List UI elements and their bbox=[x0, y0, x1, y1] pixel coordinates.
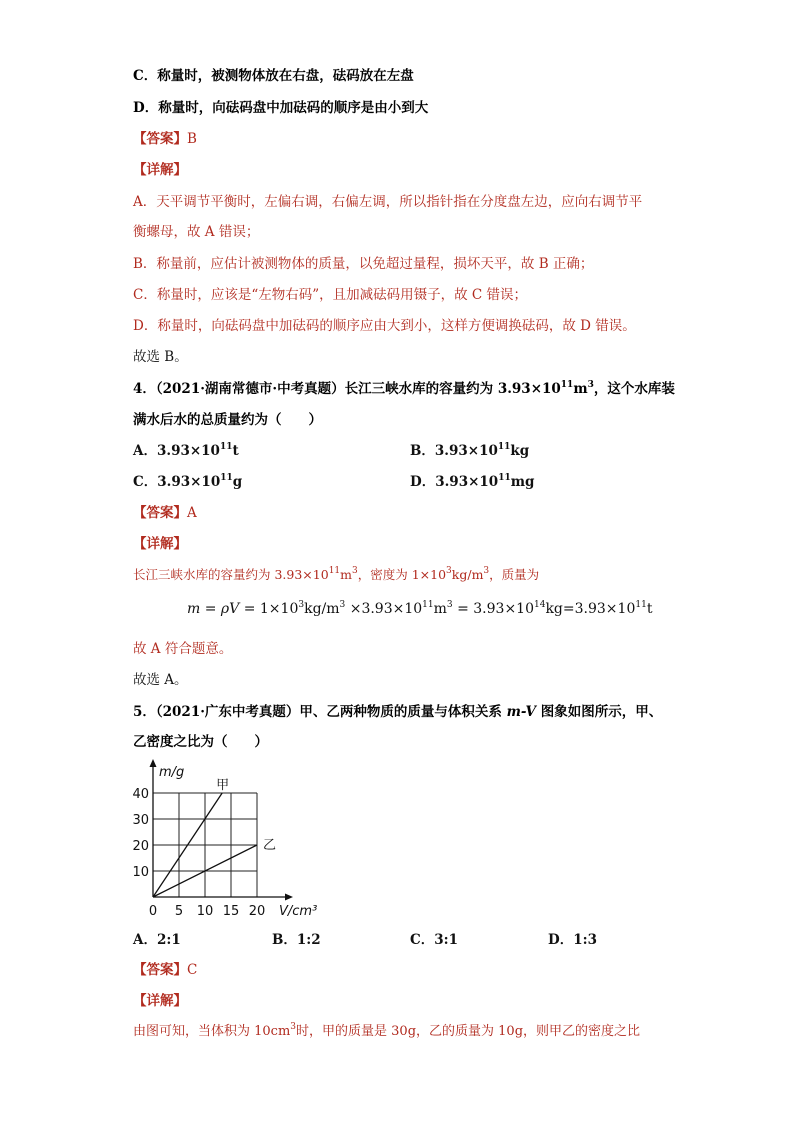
unit: t bbox=[232, 443, 239, 459]
series-label: 甲 bbox=[216, 778, 230, 793]
x-tick-label: 5 bbox=[174, 904, 184, 919]
exponent: 11 bbox=[560, 380, 574, 390]
q5-stem-italic: m-V bbox=[506, 704, 537, 720]
exponent: 3 bbox=[587, 380, 594, 390]
detail-text: ，质量为 bbox=[489, 567, 540, 582]
q4-stem-line2: 满水后水的总质量约为（ ） bbox=[133, 412, 322, 428]
x-axis-arrow bbox=[285, 894, 293, 901]
q4-stem-text: ，这个水库装 bbox=[593, 381, 675, 397]
unit: kg bbox=[510, 443, 530, 459]
q5-stem-text: 图象如图所示，甲、 bbox=[536, 704, 663, 720]
y-tick-label: 30 bbox=[132, 813, 149, 828]
formula-part: kg/m bbox=[304, 601, 340, 617]
exponent: 3 bbox=[352, 566, 358, 576]
q3-detail-c: C．称量时，应该是“左物右码”，且加减砝码用镊子，故 C 错误； bbox=[133, 287, 528, 303]
y-axis-arrow bbox=[150, 759, 157, 767]
option-text: B．3.93×10 bbox=[410, 443, 498, 459]
answer-value: C bbox=[187, 962, 198, 978]
formula-part: = 1×10 bbox=[239, 601, 299, 617]
detail-text: ，密度为 1×10 bbox=[357, 567, 447, 582]
q5-stem-text: 5．（2021·广东中考真题）甲、乙两种物质的质量与体积关系 bbox=[133, 704, 507, 720]
q3-option-d: D．称量时，向砝码盘中加砝码的顺序是由小到大 bbox=[133, 100, 429, 116]
q3-detail-tag: 【详解】 bbox=[133, 162, 187, 178]
detail-text: 时，甲的质量是 30g，乙的质量为 10g，则甲乙的密度之比 bbox=[296, 1024, 641, 1039]
y-axis-label: m/g bbox=[159, 765, 185, 780]
exponent: 11 bbox=[497, 442, 511, 452]
q3-detail-b: B．称量前，应估计被测物体的质量，以免超过量程，损坏天平，故 B 正确； bbox=[133, 256, 594, 272]
y-tick-label: 40 bbox=[132, 787, 149, 802]
formula-part: = 3.93×10 bbox=[452, 601, 534, 617]
q4-answer bbox=[133, 503, 197, 523]
detail-text: 由图可知，当体积为 10cm bbox=[133, 1024, 291, 1039]
unit: m bbox=[573, 381, 588, 397]
option-text: A．3.93×10 bbox=[133, 443, 220, 459]
exponent: 11 bbox=[328, 566, 341, 576]
formula-part: ρV bbox=[220, 601, 240, 617]
option-text: D．3.93×10 bbox=[410, 474, 499, 490]
formula-part: t bbox=[646, 601, 653, 617]
unit: mg bbox=[510, 474, 535, 490]
exponent: 14 bbox=[534, 600, 546, 610]
exponent: 3 bbox=[339, 600, 346, 610]
answer-value: B bbox=[187, 131, 197, 147]
x-tick-label: 15 bbox=[222, 904, 240, 919]
q4-conclusion-1: 故 A 符合题意。 bbox=[133, 641, 233, 657]
exponent: 11 bbox=[635, 600, 647, 610]
q5-answer bbox=[133, 960, 197, 980]
m-v-graph bbox=[125, 755, 325, 925]
q4-option-d bbox=[410, 472, 534, 492]
formula-part: = bbox=[200, 601, 221, 617]
exponent: 11 bbox=[220, 473, 233, 483]
x-tick-label: 20 bbox=[248, 904, 266, 919]
q4-option-b bbox=[410, 441, 529, 461]
q5-detail-tag: 【详解】 bbox=[133, 993, 187, 1009]
detail-text: kg/m bbox=[451, 567, 484, 582]
exponent: 11 bbox=[422, 600, 434, 610]
exponent: 3 bbox=[483, 566, 490, 576]
exponent: 11 bbox=[219, 442, 233, 452]
q4-detail-line bbox=[133, 565, 539, 585]
formula-part: kg=3.93×10 bbox=[545, 601, 636, 617]
y-tick-label: 20 bbox=[132, 839, 149, 854]
q5-option-c: C．3:1 bbox=[410, 932, 459, 948]
answer-value: A bbox=[187, 505, 197, 521]
q5-detail-line bbox=[133, 1022, 640, 1042]
q4-stem-line1 bbox=[133, 379, 675, 399]
q3-option-c: C．称量时，被测物体放在右盘，砝码放在左盘 bbox=[133, 68, 414, 84]
q4-detail-tag: 【详解】 bbox=[133, 536, 187, 552]
q5-option-b: B．1:2 bbox=[272, 932, 321, 948]
formula-part: m bbox=[433, 601, 447, 617]
exponent: 11 bbox=[498, 473, 511, 483]
q3-detail-a-line1: A．天平调节平衡时，左偏右调，右偏左调，所以指针指在分度盘左边，应向右调节平 bbox=[133, 194, 643, 210]
q4-option-a bbox=[133, 441, 239, 461]
answer-tag: 【答案】 bbox=[133, 505, 187, 521]
series-label: 乙 bbox=[263, 838, 277, 853]
q3-detail-d: D．称量时，向砝码盘中加砝码的顺序应由大到小，这样方便调换砝码，故 D 错误。 bbox=[133, 318, 636, 334]
q4-conclusion-2: 故选 A。 bbox=[133, 672, 188, 688]
x-axis-label: V/cm³ bbox=[279, 904, 318, 919]
y-tick-label: 10 bbox=[132, 865, 149, 880]
exponent: 3 bbox=[298, 600, 305, 610]
x-tick-label: 0 bbox=[148, 904, 158, 919]
formula-part: ×3.93×10 bbox=[345, 601, 423, 617]
q3-conclusion: 故选 B。 bbox=[133, 349, 188, 365]
q5-stem-line2: 乙密度之比为（ ） bbox=[133, 734, 268, 750]
q4-stem-text: 4．（2021·湖南常德市·中考真题）长江三峡水库的容量约为 3.93×10 bbox=[133, 381, 561, 397]
exponent: 3 bbox=[446, 600, 453, 610]
q5-option-d: D．1:3 bbox=[548, 932, 597, 948]
q3-answer bbox=[133, 129, 197, 149]
unit: g bbox=[232, 474, 243, 490]
q5-stem-line1 bbox=[133, 702, 662, 722]
detail-text: 长江三峡水库的容量约为 3.93×10 bbox=[133, 567, 329, 582]
answer-tag: 【答案】 bbox=[133, 962, 187, 978]
q3-detail-a-line2: 衡螺母，故 A 错误； bbox=[133, 224, 260, 240]
detail-text: m bbox=[340, 567, 352, 582]
q4-option-c bbox=[133, 472, 242, 492]
answer-tag: 【答案】 bbox=[133, 131, 187, 147]
option-text: C．3.93×10 bbox=[133, 474, 221, 490]
q5-option-a: A．2:1 bbox=[133, 932, 181, 948]
q4-formula bbox=[187, 598, 652, 620]
exponent: 3 bbox=[290, 1022, 297, 1032]
exponent: 3 bbox=[446, 566, 452, 576]
formula-part: m bbox=[187, 601, 201, 617]
x-tick-label: 10 bbox=[196, 904, 214, 919]
